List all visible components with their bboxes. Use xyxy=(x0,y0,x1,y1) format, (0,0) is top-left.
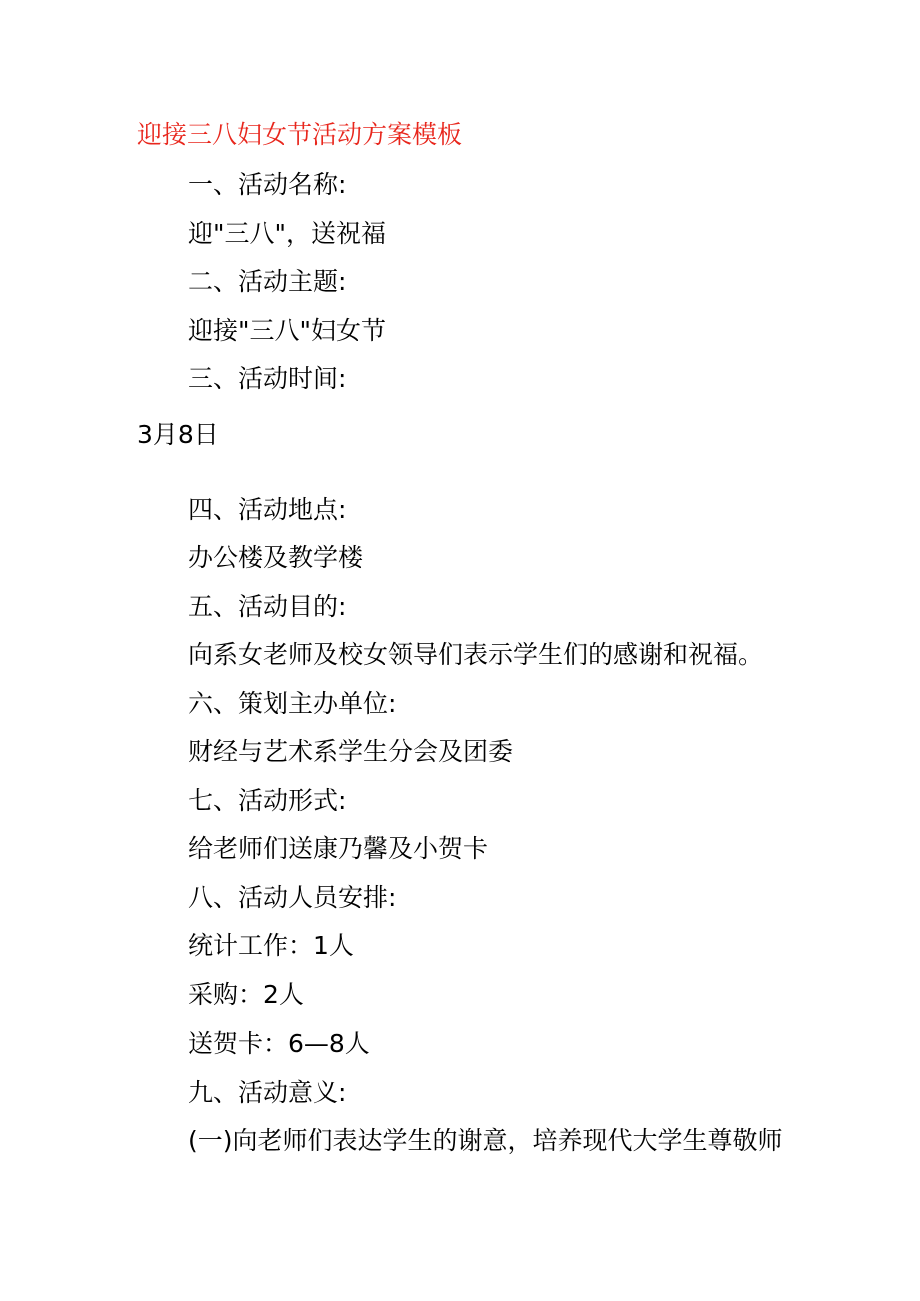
significance-text: (一)向老师们表达学生的谢意，培养现代大学生尊敬师 xyxy=(188,1126,783,1155)
staffing-cards-text: 送贺卡：6—8人 xyxy=(188,1029,370,1058)
section-heading-purpose: 五、活动目的: xyxy=(188,592,347,621)
organizer-text: 财经与艺术系学生分会及团委 xyxy=(188,737,514,766)
activity-time-text: 3月8日 xyxy=(137,420,219,449)
staffing-statistics-text: 统计工作：1人 xyxy=(188,931,354,960)
section-heading-staffing: 八、活动人员安排: xyxy=(188,883,397,912)
activity-format-text: 给老师们送康乃馨及小贺卡 xyxy=(188,834,489,863)
staffing-purchasing-text: 采购：2人 xyxy=(188,980,304,1009)
document-title: 迎接三八妇女节活动方案模板 xyxy=(137,120,463,149)
section-heading-name: 一、活动名称: xyxy=(188,170,347,199)
section-heading-time: 三、活动时间: xyxy=(188,364,347,393)
section-heading-theme: 二、活动主题: xyxy=(188,267,347,296)
section-heading-organizer: 六、策划主办单位: xyxy=(188,689,397,718)
section-heading-location: 四、活动地点: xyxy=(188,495,347,524)
activity-name-text: 迎"三八"，送祝福 xyxy=(188,219,386,248)
activity-purpose-text: 向系女老师及校女领导们表示学生们的感谢和祝福。 xyxy=(188,640,764,669)
section-heading-format: 七、活动形式: xyxy=(188,786,347,815)
activity-location-text: 办公楼及教学楼 xyxy=(188,543,364,572)
activity-theme-text: 迎接"三八"妇女节 xyxy=(188,316,386,345)
section-heading-significance: 九、活动意义: xyxy=(188,1078,347,1107)
